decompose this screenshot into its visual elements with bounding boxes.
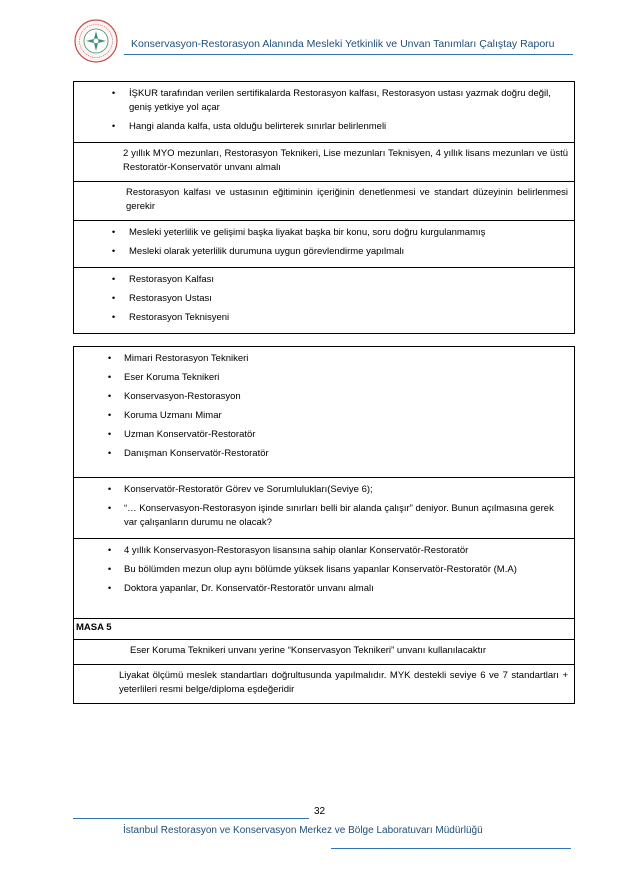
table-row [74,268,575,334]
bullet-icon: • [107,583,112,594]
bullet-icon: • [107,391,112,402]
list-item: • Danışman Konservatör-Restoratör [77,447,571,461]
section-heading: MASA 5 [76,622,112,633]
bullet-icon: • [107,372,112,383]
bullet-icon: • [111,88,116,99]
footer-institution: İstanbul Restorasyon ve Konservasyon Merkez ve Bölge Laboratuvarı Müdürlüğü [123,825,483,836]
table-row [74,665,575,704]
bullet-icon: • [107,564,112,575]
institution-seal-icon [74,19,118,63]
list-item: Liyakat ölçümü meslek standartları doğrultusunda yapılmalıdır. MYK destekli seviye 6 ve 7 standartları + yeterlileri resmi belge/diploma eşdeğeridir [119,670,568,695]
list-item: • İŞKUR tarafından verilen sertifikalarda Restorasyon kalfası, Restorasyon ustası yazmak doğru değil, geniş yetkiye yol açar [77,87,571,115]
list-item: • Mimari Restorasyon Teknikeri [77,352,571,366]
header-title: Konservasyon-Restorasyon Alanında Mesleki Yetkinlik ve Unvan Tanımları Çalıştay Raporu [131,38,555,50]
bullet-icon: • [111,293,116,304]
list-item: • Koruma Uzmanı Mimar [77,409,571,423]
list-item: • Restorasyon Kalfası [77,273,571,287]
table-row [74,182,575,221]
table-row [74,478,575,539]
bullet-icon: • [111,312,116,323]
table-row [74,347,575,478]
list-item: • Hangi alanda kalfa, usta olduğu belirterek sınırlar belirlenmeli [77,120,571,134]
header-rule [124,54,573,55]
list-item: • Bu bölümden mezun olup aynı bölümde yüksek lisans yapanlar Konservatör-Restoratör (M.A) [77,563,571,577]
bullet-icon: • [111,274,116,285]
list-item: • Mesleki olarak yeterlilik durumuna uygun görevlendirme yapılmalı [77,245,571,259]
bullet-icon: • [107,448,112,459]
table-row [74,143,575,182]
footer-rule [73,818,309,819]
table-2 [73,346,575,704]
bullet-icon: • [111,227,116,238]
bullet-icon: • [107,429,112,440]
list-item: • Konservasyon-Restorasyon [77,390,571,404]
table-row [74,539,575,619]
list-item: 2 yıllık MYO mezunları, Restorasyon Teknikeri, Lise mezunları Teknisyen, 4 yıllık lisans mezunları ve üstü Restoratör-Konservatör unvanı almalı [123,148,568,173]
list-item: • Uzman Konservatör-Restoratör [77,428,571,442]
list-item: • Restorasyon Teknisyeni [77,311,571,325]
bullet-icon: • [107,410,112,421]
list-item: • Konservatör-Restoratör Görev ve Sorumlulukları(Seviye 6); [77,483,571,497]
table-row [74,221,575,268]
list-item: Eser Koruma Teknikeri unvanı yerine “Konservasyon Teknikeri” unvanı kullanılacaktır [130,645,487,656]
list-item: • Doktora yapanlar, Dr. Konservatör-Restoratör unvanı almalı [77,582,571,596]
list-item: • 4 yıllık Konservasyon-Restorasyon lisansına sahip olanlar Konservatör-Restoratör [77,544,571,558]
bullet-icon: • [107,545,112,556]
list-item: Restorasyon kalfası ve ustasının eğitiminin içeriğinin denetlenmesi ve standart düzeyinin belirlenmesi gerekir [126,187,568,212]
list-item: • “… Konservasyon-Restorasyon işinde sınırları belli bir alanda çalışır” deniyor. Bunun açılmasına gerek var çalışanların durumu ne olacak? [77,502,571,530]
bullet-icon: • [111,246,116,257]
bullet-icon: • [107,503,112,514]
bullet-icon: • [111,121,116,132]
table-row [74,640,575,665]
footer-rule [331,848,571,849]
table-row [74,619,575,640]
table-row [74,82,575,143]
bullet-icon: • [107,484,112,495]
list-item: • Restorasyon Ustası [77,292,571,306]
page-number: 32 [314,806,326,817]
list-item: • Mesleki yeterlilik ve gelişimi başka liyakat başka bir konu, soru doğru kurgulanmamış [77,226,571,240]
table-1 [73,81,575,334]
bullet-icon: • [107,353,112,364]
list-item: • Eser Koruma Teknikeri [77,371,571,385]
